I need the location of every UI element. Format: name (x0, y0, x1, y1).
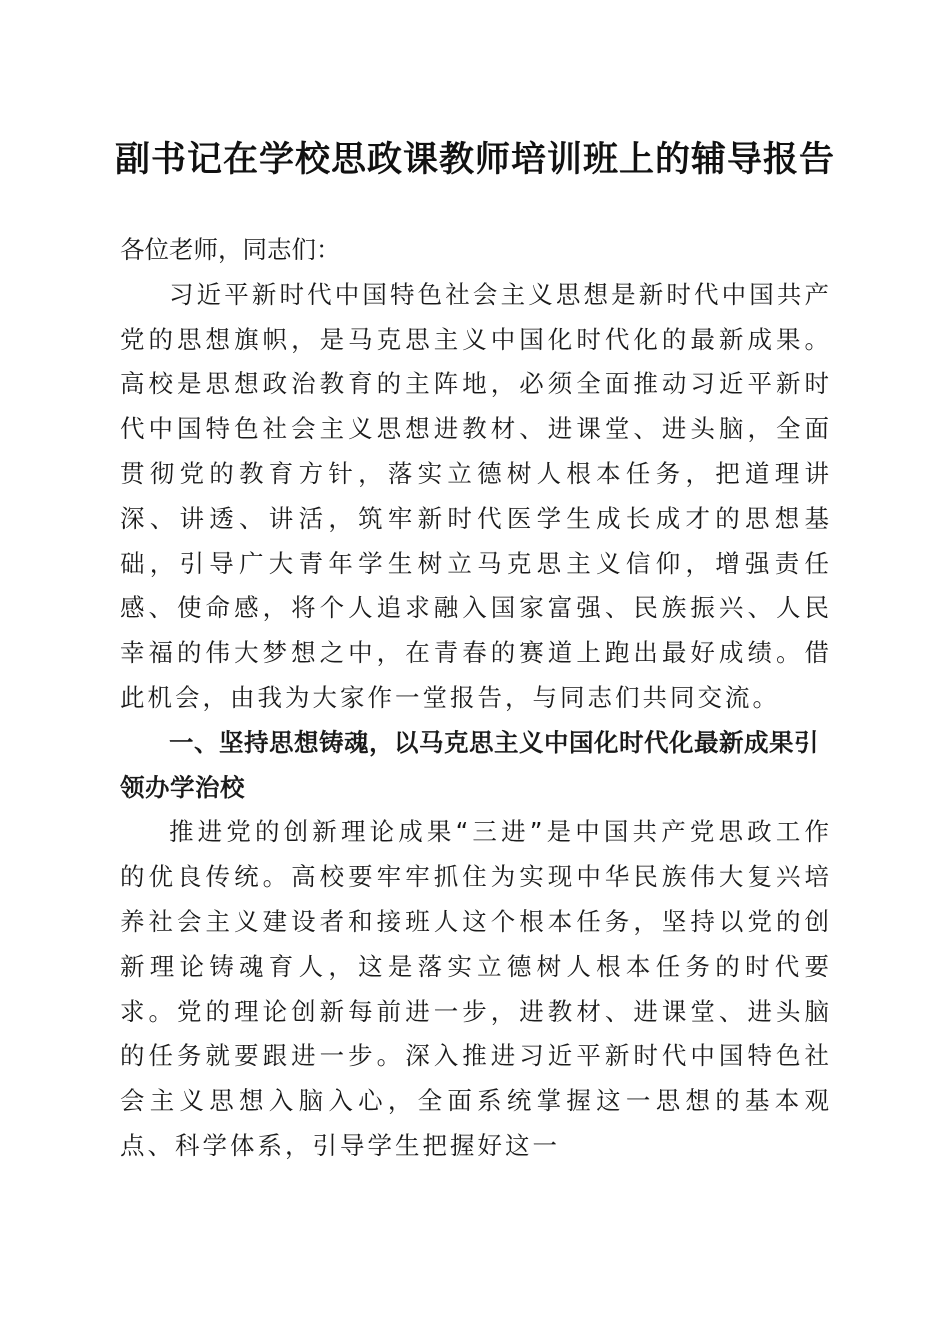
section-1-heading: 一、坚持思想铸魂，以马克思主义中国化时代化最新成果引领办学治校 (120, 727, 819, 802)
section-1-paragraph: 推进党的创新理论成果“三进”是中国共产党思政工作的优良传统。高校要牢牢抓住为实现中华民族伟大复兴培养社会主义建设者和接班人这个根本任务，坚持以党的创新理论铸魂育人，这是落实立德树人根本任务的时代要求。党的理论创新每前进一步，进教材、进课堂、进头脑的任务就要跟进一步。深入推进习近平新时代中国特色社会主义思想入脑入心，全面系统掌握这一思想的基本观点、科学体系，引导学生把握好这一 (120, 817, 832, 1160)
salutation: 各位老师，同志们： (120, 235, 341, 264)
document-body (120, 228, 832, 1169)
document-title: 副书记在学校思政课教师培训班上的辅导报告 (114, 139, 835, 180)
intro-paragraph: 习近平新时代中国特色社会主义思想是新时代中国共产党的思想旗帜，是马克思主义中国化时代化的最新成果。高校是思想政治教育的主阵地，必须全面推动习近平新时代中国特色社会主义思想进教材、进课堂、进头脑，全面贯彻党的教育方针，落实立德树人根本任务，把道理讲深、讲透、讲活，筑牢新时代医学生成长成才的思想基础，引导广大青年学生树立马克思主义信仰，增强责任感、使命感，将个人追求融入国家富强、民族振兴、人民幸福的伟大梦想之中，在青春的赛道上跑出最好成绩。借此机会，由我为大家作一堂报告，与同志们共同交流。 (120, 279, 832, 712)
